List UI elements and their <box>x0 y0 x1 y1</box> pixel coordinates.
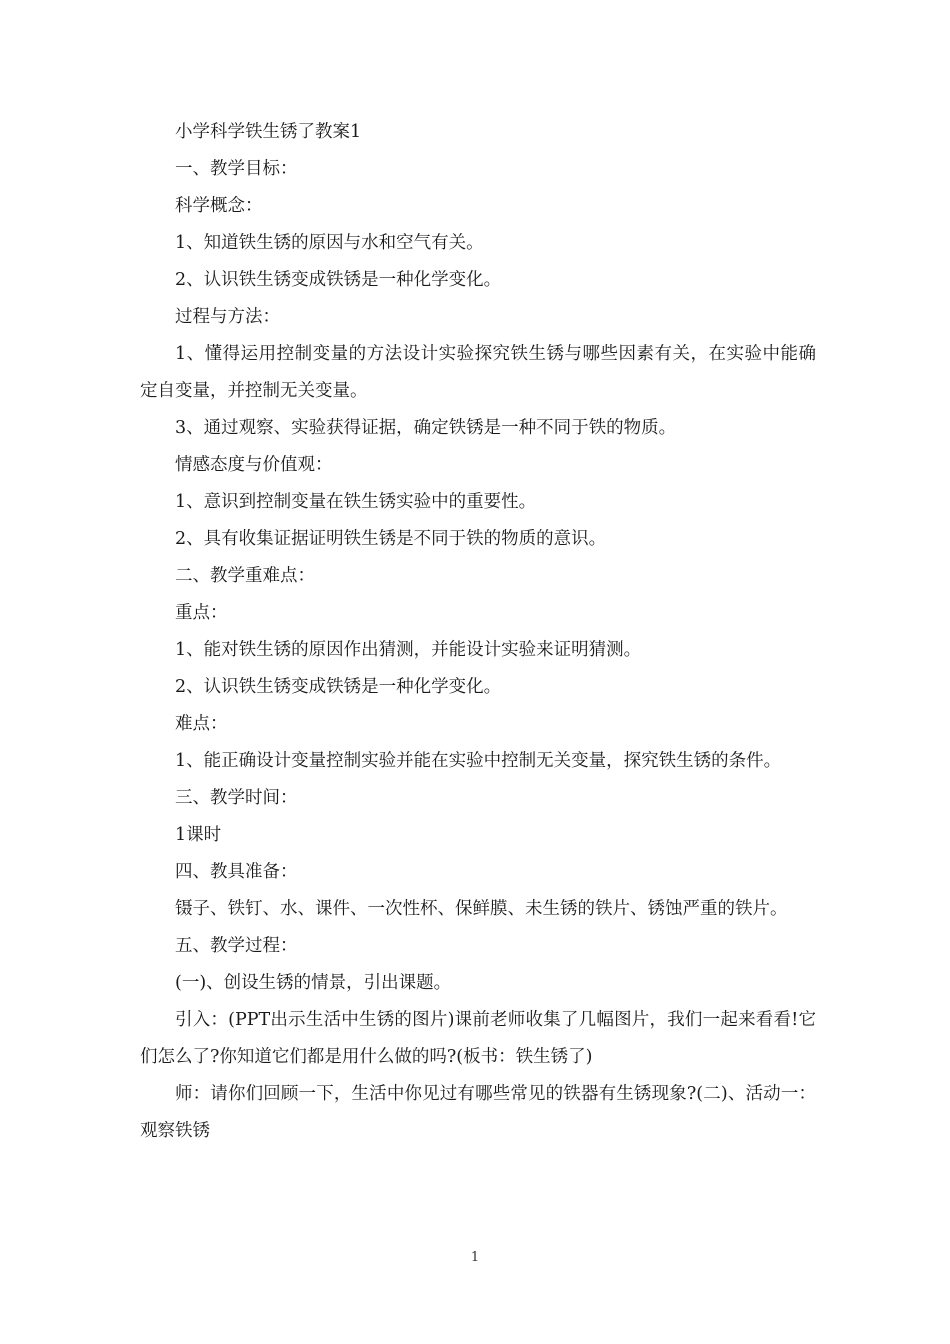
section-heading-materials: 四、教具准备： <box>175 862 298 882</box>
section-heading-teaching-process: 五、教学过程： <box>175 936 298 956</box>
paragraph: 1、知道铁生锈的原因与水和空气有关。 <box>175 233 484 253</box>
subheading-attitudes-values: 情感态度与价值观： <box>175 455 333 475</box>
paragraph: 2、认识铁生锈变成铁锈是一种化学变化。 <box>175 270 502 290</box>
paragraph: 1、能对铁生锈的原因作出猜测，并能设计实验来证明猜测。 <box>175 640 642 660</box>
document-title: 小学科学铁生锈了教案1 <box>175 122 362 142</box>
paragraph: 1课时 <box>175 825 222 845</box>
subheading-key-points: 重点： <box>175 603 228 623</box>
paragraph: 1、意识到控制变量在铁生锈实验中的重要性。 <box>175 492 537 512</box>
section-heading-objectives: 一、教学目标： <box>175 159 298 179</box>
paragraph: 引入：(PPT出示生活中生锈的图片)课前老师收集了几幅图片，我们一起来看看!它们怎么了?你知道它们都是用什么做的吗?(板书：铁生锈了) <box>140 1010 816 1067</box>
document-body <box>140 114 816 1150</box>
subheading-difficult-points: 难点： <box>175 714 228 734</box>
paragraph: 3、通过观察、实验获得证据，确定铁锈是一种不同于铁的物质。 <box>175 418 677 438</box>
paragraph: 2、认识铁生锈变成铁锈是一种化学变化。 <box>175 677 502 697</box>
page-number: 1 <box>470 1250 480 1265</box>
paragraph: (一)、创设生锈的情景，引出课题。 <box>175 973 452 993</box>
paragraph: 1、懂得运用控制变量的方法设计实验探究铁生锈与哪些因素有关，在实验中能确定自变量，并控制无关变量。 <box>140 344 816 401</box>
section-heading-key-difficult-points: 二、教学重难点： <box>175 566 315 586</box>
subheading-process-methods: 过程与方法： <box>175 307 280 327</box>
subheading-science-concepts: 科学概念： <box>175 196 263 216</box>
paragraph: 2、具有收集证据证明铁生锈是不同于铁的物质的意识。 <box>175 529 607 549</box>
section-heading-teaching-time: 三、教学时间： <box>175 788 298 808</box>
paragraph: 1、能正确设计变量控制实验并能在实验中控制无关变量，探究铁生锈的条件。 <box>175 751 782 771</box>
paragraph: 镊子、铁钉、水、课件、一次性杯、保鲜膜、未生锈的铁片、锈蚀严重的铁片。 <box>175 899 788 919</box>
paragraph: 师：请你们回顾一下，生活中你见过有哪些常见的铁器有生锈现象?(二)、活动一：观察铁锈 <box>140 1084 816 1141</box>
